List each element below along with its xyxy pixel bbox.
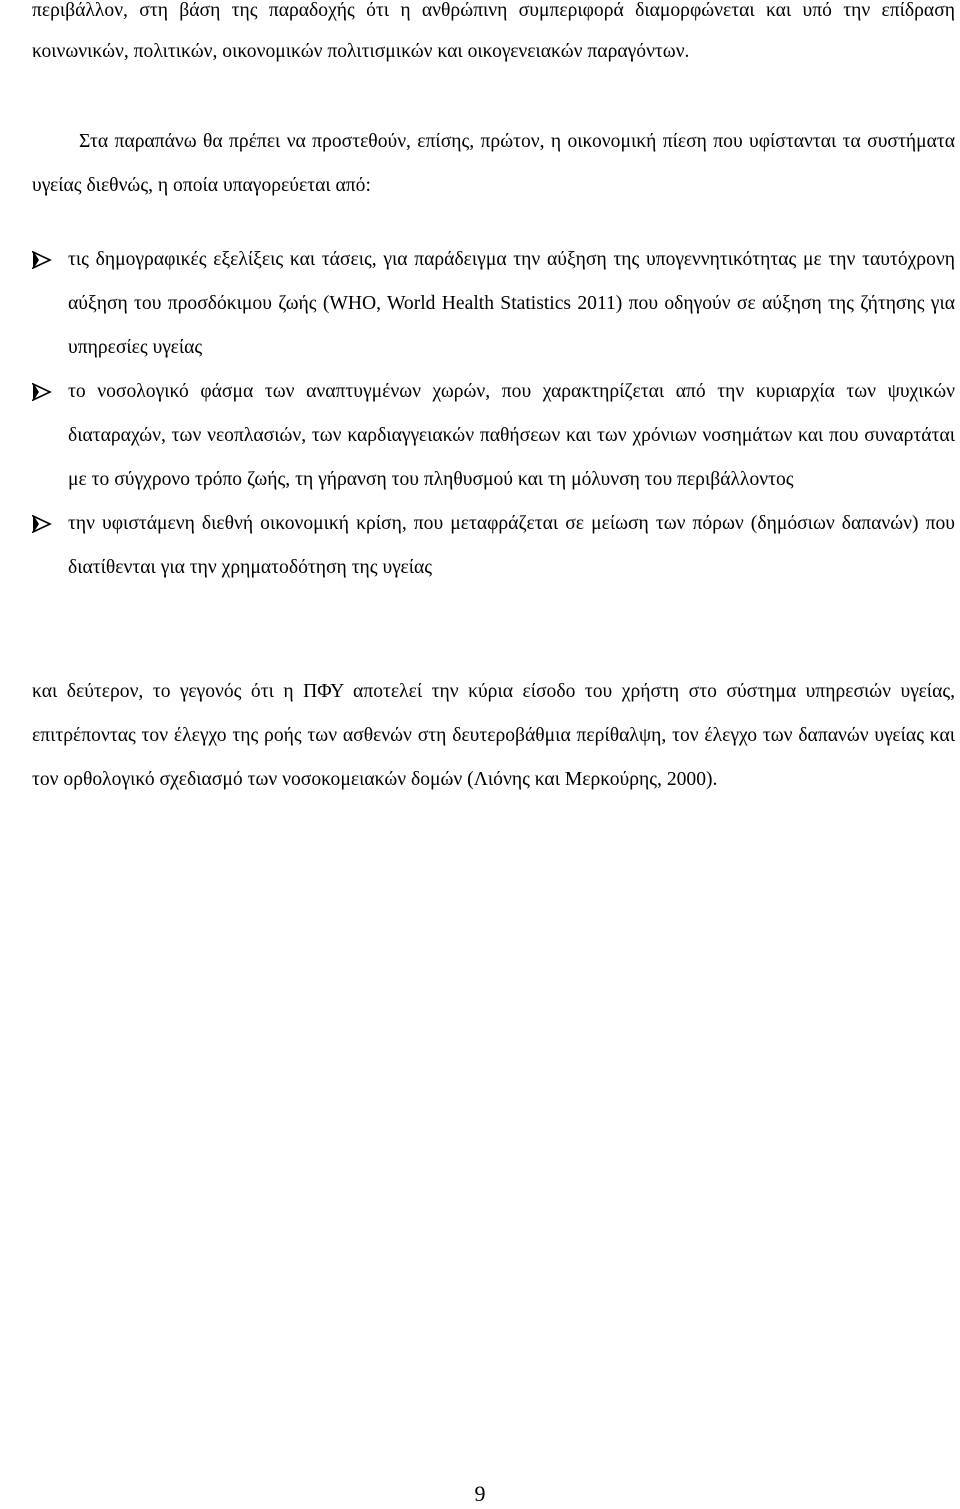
bullet-text: την υφιστάμενη διεθνή οικονομική κρίση, που μεταφράζεται σε μείωση των πόρων (δημόσιων δαπανών) που διατίθενται για την χρηματοδότηση της υγείας bbox=[68, 513, 955, 578]
arrow-bullet-icon bbox=[32, 251, 52, 269]
paragraph-intro: Στα παραπάνω θα πρέπει να προστεθούν, επίσης, πρώτον, η οικονομική πίεση που υφίστανται τα συστήματα υγείας διεθνώς, η οποία υπαγορεύεται από: bbox=[32, 131, 955, 196]
bullet-list bbox=[32, 238, 955, 590]
list-item bbox=[32, 238, 955, 370]
list-item bbox=[32, 370, 955, 502]
bullet-text: τις δημογραφικές εξελίξεις και τάσεις, για παράδειγμα την αύξηση της υπογεννητικότητας με την ταυτόχρονη αύξηση του προσδόκιμου ζωής (WHO, World Health Statistics 2011) που οδηγούν σε αύξηση της ζήτησης για υπηρεσίες υγείας bbox=[68, 249, 955, 358]
paragraph-top: περιβάλλον, στη βάση της παραδοχής ότι η ανθρώπινη συμπεριφορά διαμορφώνεται και υπό την επίδραση κοινωνικών, πολιτικών, οικονομικών πολιτισμικών και οικογενειακών παραγόντων. bbox=[32, 0, 955, 62]
paragraph-closing: και δεύτερον, το γεγονός ότι η ΠΦΥ αποτελεί την κύρια είσοδο του χρήστη στο σύστημα υπηρεσιών υγείας, επιτρέποντας τον έλεγχο της ροής των ασθενών στη δευτεροβάθμια περίθαλψη, τον έλεγχο των δαπανών υγείας και τον ορθολογικό σχεδιασμό των νοσοκομειακών δομών (Λιόνης και Μερκούρης, 2000). bbox=[32, 681, 955, 790]
list-item bbox=[32, 502, 955, 590]
page-number: 9 bbox=[474, 1481, 486, 1506]
bullet-text: το νοσολογικό φάσμα των αναπτυγμένων χωρών, που χαρακτηρίζεται από την κυριαρχία των ψυχικών διαταραχών, των νεοπλασιών, των καρδιαγγειακών παθήσεων και των χρόνιων νοσημάτων και που συναρτάται με το σύγχρονο τρόπο ζωής, τη γήρανση του πληθυσμού και τη μόλυνση του περιβάλλοντος bbox=[68, 381, 955, 490]
arrow-bullet-icon bbox=[32, 515, 52, 533]
arrow-bullet-icon bbox=[32, 383, 52, 401]
